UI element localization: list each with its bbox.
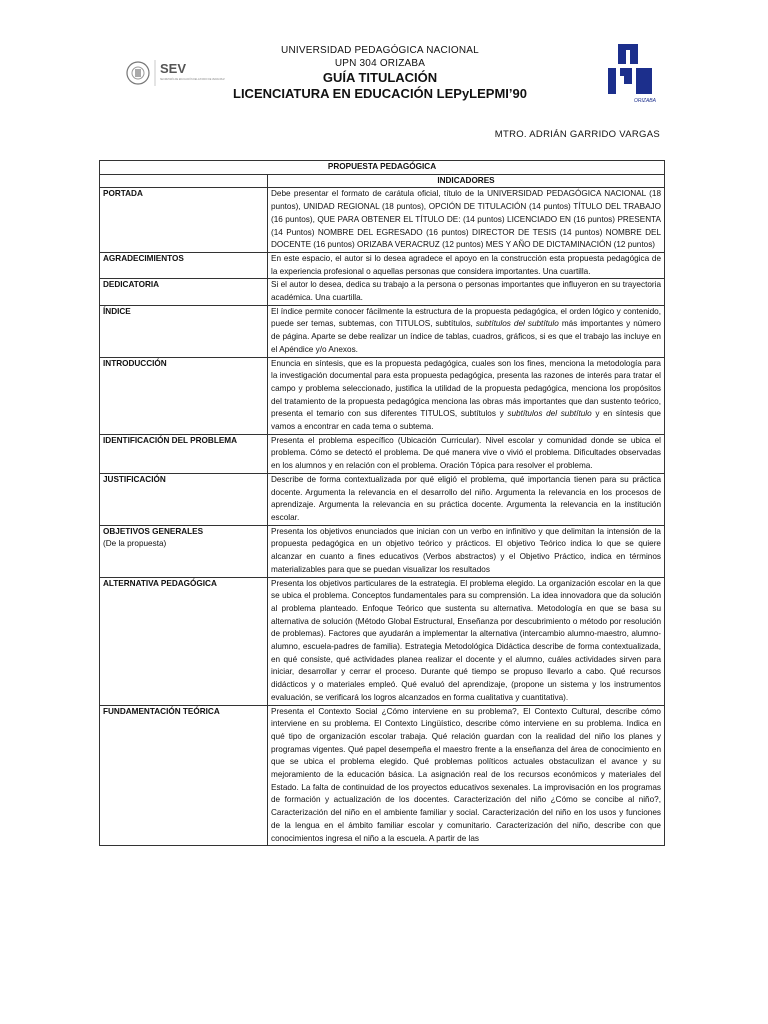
section-name: JUSTIFICACIÓN (100, 473, 268, 525)
program-title: LICENCIATURA EN EDUCACIÓN LEPyLEPMI’90 (233, 86, 527, 101)
table-row (100, 305, 665, 357)
section-description: Presenta el problema específico (Ubicación Curricular). Nivel escolar y comunidad donde se ubica el problema. Cómo se detectó el problema. De qué manera vive o vivió el problema. Dificultades observadas en los alumnos y en relación con el problema. Oración Tópica para resolver el problema. (268, 434, 665, 473)
section-description: En este espacio, el autor si lo desea agradece el apoyo en la construcción esta propuesta pedagógica de la experiencia profesional o aquellas personas que considera importantes. Una cuartilla. (268, 252, 665, 278)
empty-header-cell (100, 174, 268, 188)
section-description: Presenta los objetivos particulares de la estrategia. El problema elegido. La organización escolar en la que se ubica el problema. Conceptos fundamentales para su comprensión. La idea innovadora que da solución al problema planteado. Enfoque Teórico que sustenta su alternativa. Metodología en que se basa su alternativa de solución (Método Global Estructural, Enseñanza por descubrimiento o método por resolución de problemas). Factores que ayudarán a implementar la alternativa (intercambio alumno-maestro, alumno-alumno, escuela-padres de familia). Estrategia Metodológica Didáctica describe de forma contextualizada, en qué consiste, qué actividades planea realizar el docente y el alumno, cuáles actividades sirven para iniciar, desarrollar y cerrar el proceso. Durante qué tiempo se propuso llevarlo a cabo. Qué recursos didácticos y o materiales empleó. Qué evaluó del aprendizaje, (propone un sistema y los instrumentos evaluación, se verificará los logros alcanzados en forma cualitativa y cuantitativa). (268, 577, 665, 705)
university-name: UNIVERSIDAD PEDAGÓGICA NACIONAL (281, 45, 479, 56)
table-row (100, 434, 665, 473)
document-header (0, 0, 768, 150)
desc-text: y en síntesis que vamos a encontrar en cada tema o subtema. (271, 409, 661, 432)
campus-name: UPN 304 ORIZABA (334, 58, 426, 69)
desc-text: más importantes y número de página. Aparte se debe realizar un índice de tablas, cuadros, gráficos, si es que el trabajo las incluye en el Apéndice y/o Anexos. (271, 319, 661, 354)
svg-text:SECRETARÍA DE EDUCACIÓN DEL ES: SECRETARÍA DE EDUCACIÓN DEL ESTADO DE VERACRUZ (160, 79, 225, 81)
table-row (100, 357, 665, 434)
table-header-row (100, 174, 665, 188)
section-description: Presenta los objetivos enunciados que inician con un verbo en infinitivo y que delimitan la intensión de la propuesta pedagógica en un objetivo teórico y prácticos. El objetivo Teórico indica lo que se quiere alcanzar en cuanto a fines educativos (Verbos abstractos) y el Objetivo Práctico, indica en términos materializables para que se puedan visualizar los resultados (268, 525, 665, 577)
section-description (268, 357, 665, 434)
section-name: PORTADA (100, 188, 268, 253)
section-description (268, 305, 665, 357)
indicators-header: INDICADORES (268, 174, 665, 188)
indicators-table (99, 160, 665, 846)
svg-text:SEV: SEV (160, 61, 187, 76)
section-name: ALTERNATIVA PEDAGÓGICA (100, 577, 268, 705)
section-name: INTRODUCCIÓN (100, 357, 268, 434)
section-description: Describe de forma contextualizada por qué eligió el problema, qué importancia tienen para su práctica docente. Argumenta la relevancia en el desarrollo del niño. Argumenta la relevancia en los procesos de aprendizaje. Argumenta la relevancia en su práctica docente. Argumenta la relevancia en la institución escolar. (268, 473, 665, 525)
table-title-row (100, 161, 665, 175)
veracruz-seal-icon (127, 62, 149, 84)
upn-logo (604, 44, 656, 106)
section-name: IDENTIFICACIÓN DEL PROBLEMA (100, 434, 268, 473)
table-row (100, 473, 665, 525)
section-description: Debe presentar el formato de carátula oficial, título de la UNIVERSIDAD PEDAGÓGICA NACIONAL (18 puntos), UNIDAD REGIONAL (18 puntos), OPCIÓN DE TITULACIÓN (14 puntos) TÍTULO DEL TRABAJO (16 puntos), QUE PARA OBTENER EL TÍTULO DE: (14 puntos) LICENCIADO EN (16 puntos) PRESENTA (14 Puntos) NOMBRE DEL EGRESADO (16 puntos) DIRECTOR DE TESIS (14 puntos) NOMBRE DEL DOCENTE (16 puntos) ORIZABA VERACRUZ (12 puntos) MES Y AÑO DE DICTAMINACIÓN (12 puntos) (268, 188, 665, 253)
section-name: AGRADECIMIENTOS (100, 252, 268, 278)
table-row (100, 279, 665, 305)
guide-title: GUÍA TITULACIÓN (322, 70, 438, 85)
desc-italic: subtítulos del subtítulo (507, 409, 592, 419)
section-subtitle: (De la propuesta) (103, 539, 167, 549)
svg-text:ORIZABA: ORIZABA (634, 98, 656, 104)
section-name: DEDICATORIA (100, 279, 268, 305)
teacher-name: MTRO. ADRIÁN GARRIDO VARGAS (494, 129, 660, 140)
section-name (100, 525, 268, 577)
section-name: FUNDAMENTACIÓN TEÓRICA (100, 705, 268, 846)
table-row (100, 577, 665, 705)
desc-text: Enuncia en síntesis, que es la propuesta pedagógica, cuales son los fines, menciona la metodología para la investigación documental para esta propuesta pedagógica, presenta las razones de interés para tratar el campo y problema seleccionado, justifica la utilidad de la propuesta pedagógica, menciona los propósitos del tratamiento de la propuesta pedagógica menciona las obras más importantes que dan sustento teórico, presenta el temario con sus diferentes TITULOS, subtítulos y (271, 358, 661, 419)
section-title: OBJETIVOS GENERALES (103, 526, 204, 536)
section-description: Presenta el Contexto Social ¿Cómo interviene en su problema?, El Contexto Cultural, describe cómo interviene en su problema. El Contexto Lingüístico, describe cómo interviene en su problema. Indica en qué tipo de organización escolar trabaja. Qué relación guardan con la realidad del niño los planes y programas vigentes. Qué papel desempeña el maestro frente a la enseñanza del área de conocimiento en que se ubica el problema elegido. Qué problemas políticos actuales obstaculizan el avance y su mejoramiento de la educación básica. La asignación real de los recursos económicos y materiales del Estado. La falta de continuidad de los proyectos educativos sexenales. La improvisación en los programas de formación y actualización de los docentes. Caracterización del niño ¿Cómo se concibe al niño?, Caracterización del niño en el ambiente familiar y social. Caracterización del niño en los usos y funciones de la lengua en el ámbito familiar escolar y comunitario. Caracterización del niño, describe con que conocimientos ingresa el niño a la escuela. A partir de las (268, 705, 665, 846)
table-title: PROPUESTA PEDAGÓGICA (100, 161, 665, 175)
header-text (200, 44, 560, 102)
table-row (100, 252, 665, 278)
table-row (100, 188, 665, 253)
section-description: Si el autor lo desea, dedica su trabajo a la persona o personas importantes que influyeron en su trayectoria académica. Una cuartilla. (268, 279, 665, 305)
desc-text: El índice permite conocer fácilmente la estructura de la propuesta pedagógica, el orden lógico y contenido, puede ser temas, subtemas, con TITULOS, subtítulos, (271, 306, 661, 329)
table-row (100, 705, 665, 846)
table-row (100, 525, 665, 577)
desc-italic: subtítulos del subtítulo (475, 319, 559, 329)
section-name: ÍNDICE (100, 305, 268, 357)
